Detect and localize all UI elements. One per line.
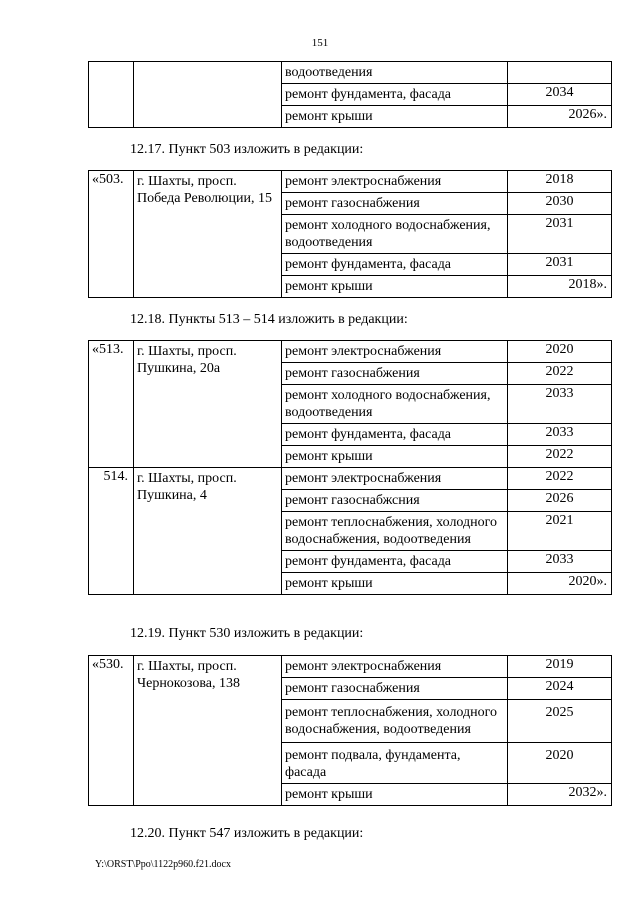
table-row (89, 171, 612, 193)
table-513-514 (88, 340, 612, 595)
work-cell: ремонт газоснабжения (282, 363, 508, 385)
year-cell: 2024 (508, 678, 612, 700)
num-cell: «530. (89, 656, 134, 806)
year-cell (508, 62, 612, 84)
year-cell: 2020 (508, 341, 612, 363)
year-cell: 2032». (508, 784, 612, 806)
num-cell: «503. (89, 171, 134, 298)
year-cell: 2033 (508, 424, 612, 446)
table-row (89, 341, 612, 363)
section-heading: 12.19. Пункт 530 изложить в редакции: (130, 626, 364, 641)
year-cell: 2019 (508, 656, 612, 678)
table-503 (88, 170, 612, 298)
work-cell: ремонт крыши (282, 106, 508, 128)
work-cell: ремонт газоснабжсния (282, 490, 508, 512)
work-cell: ремонт фундамента, фасада (282, 551, 508, 573)
year-cell: 2033 (508, 385, 612, 424)
num-cell: «513. (89, 341, 134, 468)
year-cell: 2026 (508, 490, 612, 512)
table-row (89, 468, 612, 490)
page-number: 151 (311, 37, 329, 49)
work-cell: ремонт газоснабжения (282, 193, 508, 215)
work-cell: ремонт электроснабжения (282, 171, 508, 193)
address-cell: г. Шахты, просп. Победа Революции, 15 (134, 171, 282, 298)
year-cell: 2022 (508, 468, 612, 490)
num-cell: 514. (89, 468, 134, 595)
work-cell: ремонт холодного водоснабжения, водоотведения (282, 215, 508, 254)
table-row (89, 656, 612, 678)
work-cell: ремонт крыши (282, 276, 508, 298)
section-heading: 12.18. Пункты 513 – 514 изложить в редакции: (130, 312, 408, 327)
year-cell: 2031 (508, 254, 612, 276)
work-cell: ремонт электроснабжения (282, 656, 508, 678)
address-cell: г. Шахты, просп. Чернокозова, 138 (134, 656, 282, 806)
year-cell: 2025 (508, 700, 612, 743)
section-heading: 12.20. Пункт 547 изложить в редакции: (130, 826, 364, 841)
year-cell: 2034 (508, 84, 612, 106)
year-cell: 2031 (508, 215, 612, 254)
year-cell: 2021 (508, 512, 612, 551)
address-cell (134, 62, 282, 128)
work-cell: ремонт крыши (282, 784, 508, 806)
year-cell: 2026». (508, 106, 612, 128)
work-cell: ремонт крыши (282, 446, 508, 468)
table-row (89, 62, 612, 84)
work-cell: ремонт фундамента, фасада (282, 84, 508, 106)
year-cell: 2033 (508, 551, 612, 573)
section-heading: 12.17. Пункт 503 изложить в редакции: (130, 142, 364, 157)
num-cell (89, 62, 134, 128)
table-530 (88, 655, 612, 806)
work-cell: водоотведения (282, 62, 508, 84)
work-cell: ремонт крыши (282, 573, 508, 595)
work-cell: ремонт подвала, фундамента, фасада (282, 743, 508, 784)
year-cell: 2020». (508, 573, 612, 595)
work-cell: ремонт газоснабжения (282, 678, 508, 700)
table-continuation (88, 61, 612, 128)
year-cell: 2022 (508, 363, 612, 385)
work-cell: ремонт фундамента, фасада (282, 254, 508, 276)
year-cell: 2022 (508, 446, 612, 468)
work-cell: ремонт электроснабжения (282, 468, 508, 490)
work-cell: ремонт электроснабжения (282, 341, 508, 363)
year-cell: 2018». (508, 276, 612, 298)
work-cell: ремонт теплоснабжения, холодного водоснабжения, водоотведения (282, 512, 508, 551)
year-cell: 2030 (508, 193, 612, 215)
footer-file-path: Y:\ORST\Ppo\1122p960.f21.docx (95, 859, 231, 870)
address-cell: г. Шахты, просп. Пушкина, 4 (134, 468, 282, 595)
year-cell: 2020 (508, 743, 612, 784)
work-cell: ремонт фундамента, фасада (282, 424, 508, 446)
work-cell: ремонт холодного водоснабжения, водоотведения (282, 385, 508, 424)
work-cell: ремонт теплоснабжения, холодного водоснабжения, водоотведения (282, 700, 508, 743)
address-cell: г. Шахты, просп. Пушкина, 20а (134, 341, 282, 468)
year-cell: 2018 (508, 171, 612, 193)
